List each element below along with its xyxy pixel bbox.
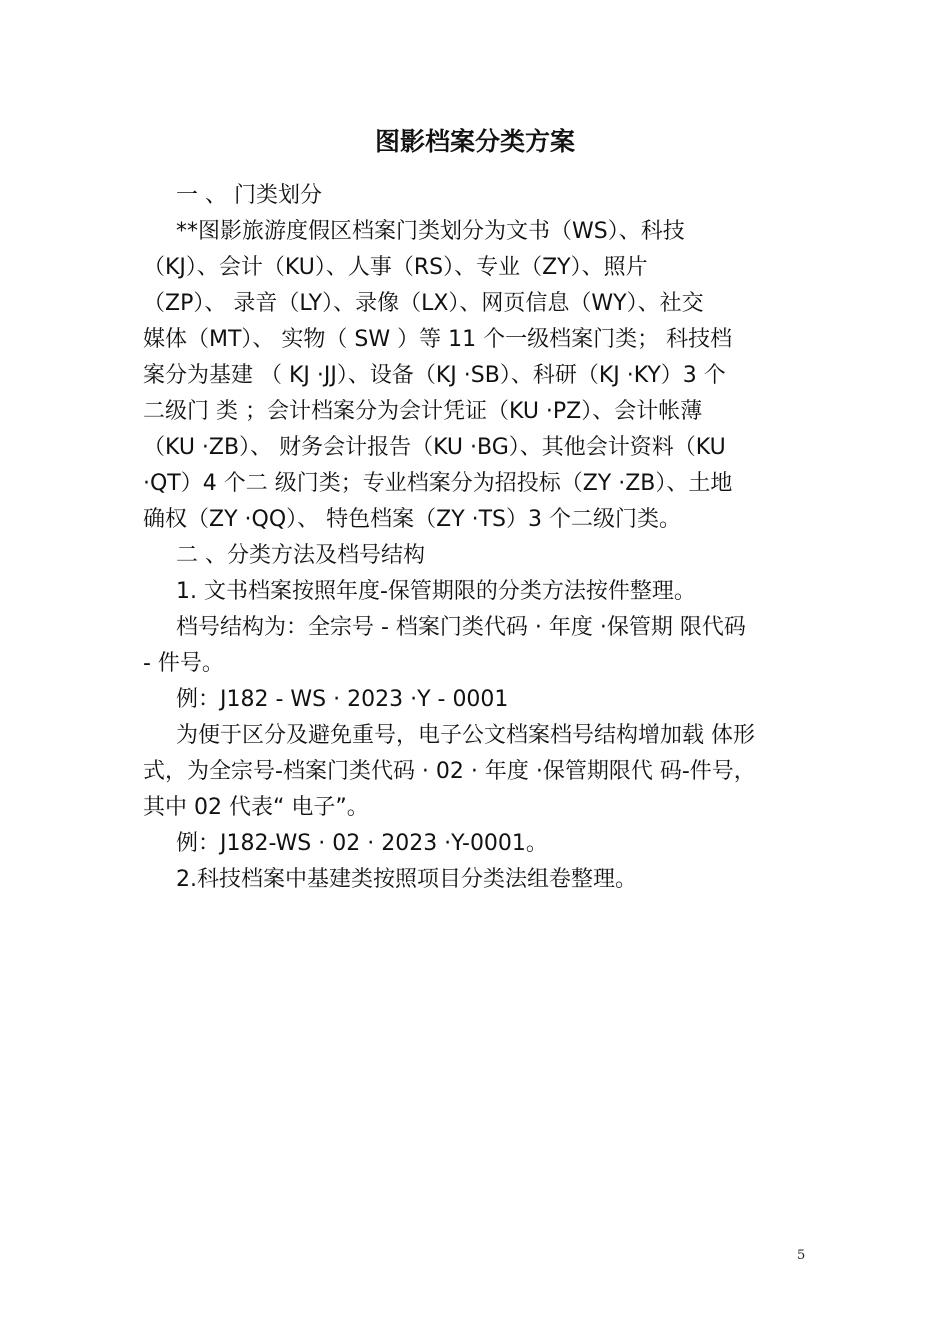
numbered-item-2: 2.科技档案中基建类按照项目分类法组卷整理。 (176, 867, 637, 892)
example-line: 例：J182-WS · 02 · 2023 ·Y-0001。 (176, 831, 548, 856)
page-number: 5 (797, 1248, 806, 1263)
numbered-item-1: 1. 文书档案按照年度-保管期限的分类方法按件整理。 (176, 579, 696, 604)
document-title: 图影档案分类方案 (374, 127, 575, 156)
paragraph-line: 案分为基建 （ KJ ·JJ）、设备（KJ ·SB）、科研（KJ ·KY）3 个 (143, 363, 726, 388)
paragraph-line: （KJ）、会计（KU）、人事（RS）、专业（ZY）、照片 (143, 255, 648, 280)
paragraph-line: 其中 02 代表“ 电子”。 (143, 795, 369, 820)
paragraph-line: 式，为全宗号-档案门类代码 · 02 · 年度 ·保管期限代 码-件号， (143, 759, 756, 784)
paragraph-line: 媒体（MT）、 实物（ SW ）等 11 个一级档案门类； 科技档 (143, 327, 733, 352)
example-line: 例：J182 - WS · 2023 ·Y - 0001 (176, 687, 509, 712)
paragraph-line: ·QT）4 个二 级门类；专业档案分为招投标（ZY ·ZB）、土地 (143, 471, 733, 496)
paragraph-line: 为便于区分及避免重号，电子公文档案档号结构增加载 体形 (176, 723, 755, 748)
paragraph-line: （ZP）、 录音（LY）、录像（LX）、网页信息（WY）、社交 (143, 291, 704, 316)
paragraph-line: 确权（ZY ·QQ）、 特色档案（ZY ·TS）3 个二级门类。 (143, 507, 682, 532)
paragraph-line: 档号结构为：全宗号 - 档案门类代码 · 年度 ·保管期 限代码 (176, 615, 746, 640)
paragraph-line: 二级门 类 ；会计档案分为会计凭证（KU ·PZ）、会计帐薄 (143, 399, 703, 424)
section-heading-2: 二 、分类方法及档号结构 (176, 543, 425, 568)
paragraph-line: **图影旅游度假区档案门类划分为文书（WS）、科技 (176, 219, 685, 244)
section-heading-1: 一 、 门类划分 (176, 183, 322, 208)
paragraph-line: - 件号。 (143, 651, 224, 676)
paragraph-line: （KU ·ZB）、 财务会计报告（KU ·BG）、其他会计资料（KU (143, 435, 726, 460)
